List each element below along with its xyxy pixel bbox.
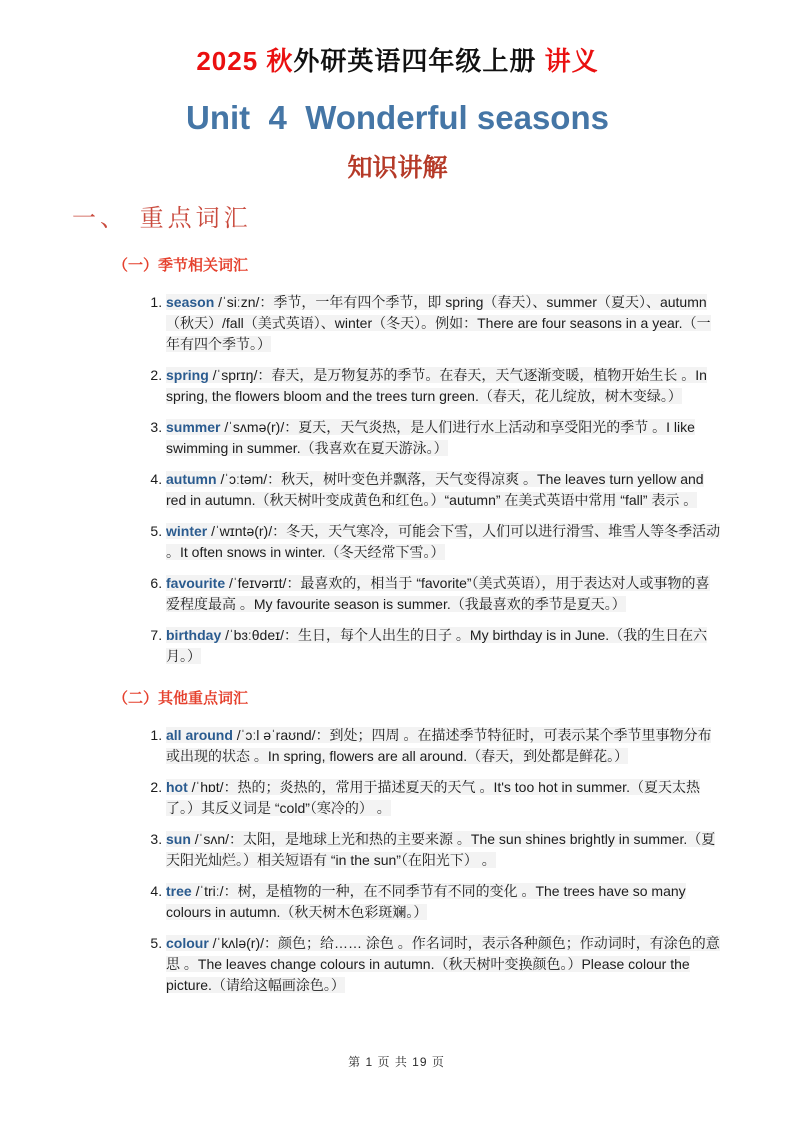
vocab-item-autumn [166, 469, 723, 511]
vocab-phonetic: /ˈhɒt/ [191, 779, 224, 795]
vocab-desc: ：太阳，是地球上光和热的主要来源 。The sun shines brightly in summer.（夏天阳光灿烂。）相关短语有 “in the sun”（在阳光下） 。 [166, 831, 716, 868]
vocab-phonetic: /ˈbɜːθdeɪ/ [225, 627, 285, 643]
vocab-word: season [166, 294, 215, 310]
vocab-word: sun [166, 831, 191, 847]
subsection-heading-other-words: （二）其他重点词汇 [113, 690, 249, 707]
other-vocab-list [72, 725, 723, 996]
vocab-item-summer [166, 417, 723, 459]
vocab-phonetic: /ˈtriː/ [195, 883, 224, 899]
vocab-desc: ：到处；四周 。在描述季节特征时，可表示某个季节里事物分布或出现的状态 。In spring, flowers are all around.（春天，到处都是鲜花。） [166, 727, 712, 764]
vocab-word: tree [166, 883, 192, 899]
knowledge-banner: 知识讲解 [347, 153, 448, 182]
document-title-year: 2025 秋 [196, 46, 294, 76]
vocab-word: all around [166, 727, 233, 743]
vocab-phonetic: /ˈwɪntə(r)/ [211, 523, 273, 539]
vocab-item-favourite [166, 573, 723, 615]
vocab-item-sun [166, 829, 723, 871]
season-vocab-list [72, 292, 723, 667]
unit-title: Unit 4 Wonderful seasons [186, 99, 609, 136]
vocab-word: favourite [166, 575, 226, 591]
vocab-desc: ：冬天，天气寒冷，可能会下雪，人们可以进行滑雪、堆雪人等冬季活动 。It often snows in winter.（冬天经常下雪。） [166, 523, 721, 560]
vocab-desc: ：秋天，树叶变色并飘落，天气变得凉爽 。The leaves turn yellow and red in autumn.（秋天树叶变成黄色和红色。）“autumn” 在美式英语中常用 “fall” 表示 。 [166, 471, 704, 508]
vocab-phonetic: /ˈfeɪvərɪt/ [229, 575, 287, 591]
vocab-item-tree [166, 881, 723, 923]
vocab-item-hot [166, 777, 723, 819]
vocab-desc: ：春天，是万物复苏的季节。在春天，天气逐渐变暖，植物开始生长 。In spring, the flowers bloom and the trees turn green.（春天，花儿绽放，树木变绿。） [166, 367, 707, 404]
vocab-desc: ：最喜欢的，相当于 “favorite”（美式英语），用于表达对人或事物的喜爱程度最高 。My favourite season is summer.（我最喜欢的季节是夏天。） [166, 575, 710, 612]
vocab-phonetic: /ˈɔːtəm/ [220, 471, 268, 487]
vocab-desc: ：颜色；给…… 涂色 。作名词时，表示各种颜色；作动词时，有涂色的意思 。The leaves change colours in autumn.（秋天树叶变换颜色。）Please colour the picture.（请给这幅画涂色。） [166, 935, 720, 993]
vocab-desc: ：夏天，天气炎热，是人们进行水上活动和享受阳光的季节 。I like swimming in summer.（我喜欢在夏天游泳。） [166, 419, 695, 456]
vocab-item-spring [166, 365, 723, 407]
vocab-phonetic: /ˈɔːl əˈraʊnd/ [236, 727, 316, 743]
vocab-word: summer [166, 419, 221, 435]
vocab-item-winter [166, 521, 723, 563]
document-title-suffix: 讲义 [536, 46, 599, 76]
vocab-word: autumn [166, 471, 217, 487]
vocab-phonetic: /ˈsprɪŋ/ [212, 367, 258, 383]
vocab-word: winter [166, 523, 208, 539]
vocab-word: spring [166, 367, 209, 383]
vocab-phonetic: /ˈkʌlə(r)/ [212, 935, 264, 951]
vocab-item-colour [166, 933, 723, 996]
vocab-desc: ：季节，一年有四个季节，即 spring（春天）、summer（夏天）、autumn（秋天）/fall（美式英语）、winter（冬天）。例如：There are four seasons in a year.（一年有四个季节。） [166, 294, 711, 352]
document-title-series: 外研英语四年级上册 [293, 46, 537, 76]
vocab-desc: ：树，是植物的一种，在不同季节有不同的变化 。The trees have so many colours in autumn.（秋天树木色彩斑斓。） [166, 883, 686, 920]
vocab-phonetic: /ˈsʌn/ [194, 831, 230, 847]
vocab-item-season [166, 292, 723, 355]
vocab-phonetic: /ˈsiːzn/ [218, 294, 260, 310]
vocab-item-all-around [166, 725, 723, 767]
vocab-word: colour [166, 935, 209, 951]
vocab-word: hot [166, 779, 188, 795]
vocab-item-birthday [166, 625, 723, 667]
vocab-phonetic: /ˈsʌmə(r)/ [224, 419, 285, 435]
document-title [72, 44, 723, 78]
page-number-footer: 第 1 页 共 19 页 [348, 1055, 445, 1069]
subsection-heading-season-words: （一）季节相关词汇 [113, 257, 249, 274]
part-heading-key-vocabulary: 一、 重点词汇 [72, 204, 252, 232]
vocab-word: birthday [166, 627, 222, 643]
vocab-desc: ：热的；炎热的，常用于描述夏天的天气 。It's too hot in summer.（夏天太热了。）其反义词是 “cold”（寒冷的） 。 [166, 779, 700, 816]
vocab-desc: ：生日，每个人出生的日子 。My birthday is in June.（我的生日在六月。） [166, 627, 708, 664]
